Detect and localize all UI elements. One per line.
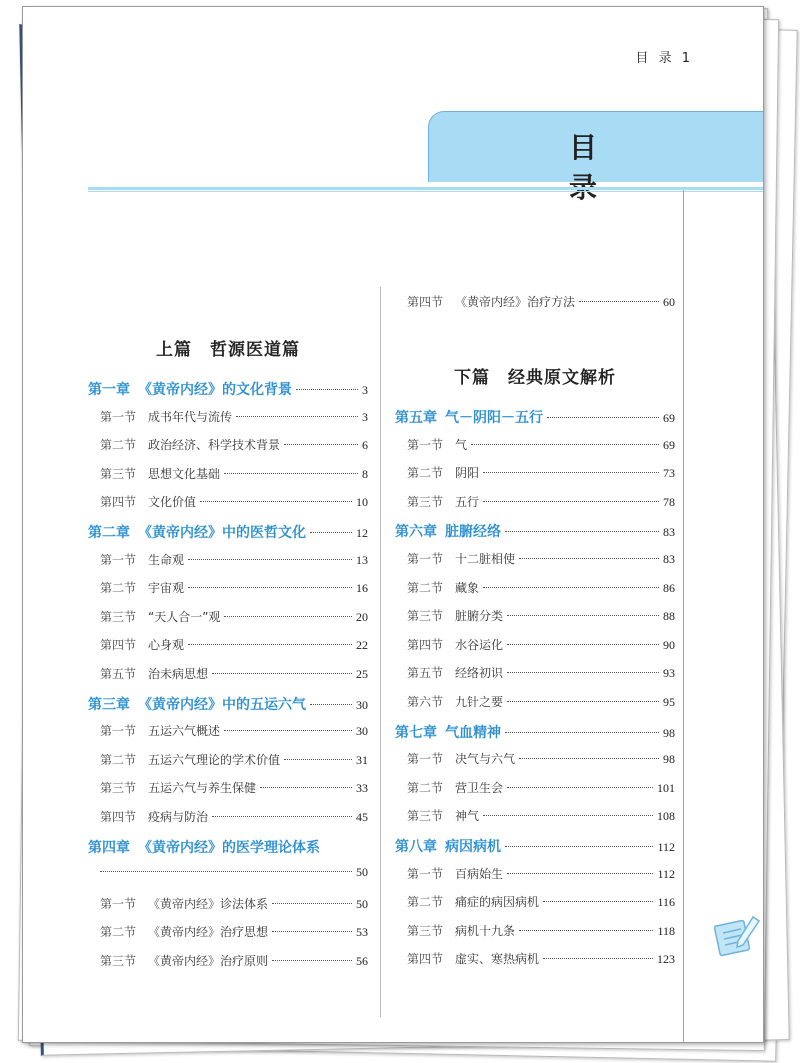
toc-entry-label xyxy=(407,750,515,767)
toc-section-row[interactable] xyxy=(88,665,368,682)
toc-chapter-row[interactable] xyxy=(88,379,368,399)
dot-leader xyxy=(507,873,653,874)
dot-leader xyxy=(224,730,352,731)
dot-leader xyxy=(507,672,659,673)
toc-chapter-row[interactable] xyxy=(395,722,675,742)
section-name: 五行 xyxy=(455,494,480,509)
toc-entry-label xyxy=(100,493,196,510)
toc-section-row[interactable] xyxy=(88,779,368,796)
dot-leader xyxy=(519,930,653,931)
toc-section-row[interactable] xyxy=(395,293,675,310)
toc-section-row[interactable] xyxy=(88,579,368,596)
toc-chapter-row[interactable] xyxy=(395,407,675,427)
section-number: 第二节 xyxy=(100,438,137,453)
page-number: 12 xyxy=(356,526,368,540)
page-number: 10 xyxy=(356,495,368,510)
section-name: 政治经济、科学技术背景 xyxy=(148,438,281,453)
toc-section-row[interactable] xyxy=(88,895,368,912)
section-name: 思想文化基础 xyxy=(148,466,221,481)
page-number: 116 xyxy=(657,895,675,910)
toc-section-row[interactable] xyxy=(395,693,675,710)
chapter-name: 《黄帝内经》中的医哲文化 xyxy=(138,525,306,541)
page-number: 20 xyxy=(356,609,368,624)
section-name: 《黄帝内经》诊法体系 xyxy=(148,896,269,911)
section-number: 第二节 xyxy=(407,895,444,910)
page-number: 45 xyxy=(356,810,368,824)
section-name: 百病始生 xyxy=(455,866,504,881)
dot-leader xyxy=(212,816,352,817)
toc-entry-label xyxy=(100,808,208,825)
page-number: 50 xyxy=(356,864,368,879)
dot-leader xyxy=(284,759,352,760)
chapter-name: 脏腑经络 xyxy=(445,524,501,541)
page-number: 3 xyxy=(362,409,368,424)
toc-entry-label xyxy=(407,779,503,796)
toc-chapter-row[interactable] xyxy=(88,837,368,857)
toc-section-row[interactable] xyxy=(395,436,675,453)
section-number: 第一节 xyxy=(100,409,137,424)
toc-section-row[interactable] xyxy=(88,751,368,768)
dot-leader xyxy=(200,501,352,502)
title-rule xyxy=(88,187,763,190)
chapter-name: 气血精神 xyxy=(445,724,501,741)
section-name: 脏腑分类 xyxy=(455,609,504,624)
dot-leader xyxy=(188,587,352,588)
section-number: 第五节 xyxy=(407,666,444,681)
page-number: 53 xyxy=(356,925,368,940)
toc-section-row[interactable] xyxy=(88,952,368,969)
dot-leader xyxy=(296,389,358,390)
section-name: 决气与六气 xyxy=(455,752,516,767)
section-number: 第三节 xyxy=(407,609,444,624)
section-number: 第二节 xyxy=(407,780,444,795)
dot-leader xyxy=(188,559,352,560)
toc-entry-label xyxy=(395,722,501,742)
dot-leader xyxy=(272,931,352,932)
page-number: 31 xyxy=(356,752,368,767)
page-number: 22 xyxy=(356,638,368,653)
section-name: 营卫生会 xyxy=(455,780,504,795)
toc-chapter-row[interactable] xyxy=(395,836,675,856)
section-number: 第三节 xyxy=(100,466,137,481)
chapter-name: 气－阴阳－五行 xyxy=(445,410,543,426)
chapter-name: 《黄帝内经》的文化背景 xyxy=(138,382,292,398)
toc-entry-label xyxy=(407,865,503,882)
dot-leader xyxy=(236,416,358,417)
chapter-number: 第六章 xyxy=(395,524,437,541)
toc-section-row[interactable] xyxy=(88,636,368,653)
toc-entry-label xyxy=(407,664,503,681)
dot-leader xyxy=(547,417,659,418)
section-name: 治未病思想 xyxy=(148,667,209,681)
section-number: 第一节 xyxy=(407,552,444,566)
chapter-number: 第四章 xyxy=(88,839,130,856)
section-name: 水谷运化 xyxy=(455,637,504,652)
toc-entry-label xyxy=(407,893,539,910)
toc-entry-label xyxy=(100,779,256,796)
toc-section-row[interactable] xyxy=(88,493,368,510)
section-number: 第一节 xyxy=(407,752,444,767)
part-title-lower: 下篇 经典原文解析 xyxy=(454,368,616,388)
toc-entry-label xyxy=(100,952,268,969)
dot-leader xyxy=(310,532,352,533)
toc-section-row[interactable] xyxy=(395,807,675,824)
toc-entry-label xyxy=(100,923,268,940)
toc-section-row[interactable] xyxy=(395,865,675,882)
toc-entry-label xyxy=(395,836,501,856)
toc-page xyxy=(22,6,764,1043)
section-name: 五运六气概述 xyxy=(148,724,221,739)
chapter-name: 病因病机 xyxy=(445,839,501,855)
dot-leader xyxy=(579,301,659,302)
page-number: 16 xyxy=(356,581,368,596)
section-name: 九针之要 xyxy=(455,695,504,709)
page-number: 78 xyxy=(663,494,675,509)
toc-section-row[interactable] xyxy=(395,493,675,510)
section-name: “天人合一”观 xyxy=(148,609,221,624)
section-number: 第三节 xyxy=(407,809,444,824)
toc-entry-label xyxy=(407,464,479,481)
dot-leader xyxy=(272,903,352,904)
dot-leader xyxy=(188,644,352,645)
section-name: 心身观 xyxy=(148,638,185,653)
section-name: 文化价值 xyxy=(148,495,197,510)
toc-entry-label xyxy=(100,436,280,453)
toc-entry-label xyxy=(100,665,208,682)
page-number: 101 xyxy=(657,780,675,795)
page-number: 60 xyxy=(663,295,675,309)
toc-entry-label xyxy=(407,807,479,824)
section-name: 十二脏相使 xyxy=(455,552,516,566)
dot-leader xyxy=(310,704,352,705)
dot-leader xyxy=(505,846,653,847)
toc-section-row[interactable] xyxy=(88,465,368,482)
page-number: 118 xyxy=(657,923,675,938)
section-number: 第四节 xyxy=(407,637,444,652)
dot-leader xyxy=(507,787,653,788)
title-tab xyxy=(428,111,764,182)
page-number: 50 xyxy=(356,896,368,911)
dot-leader xyxy=(505,531,659,532)
page-number: 6 xyxy=(362,438,368,453)
section-name: 《黄帝内经》治疗方法 xyxy=(455,295,576,309)
toc-section-row[interactable] xyxy=(395,664,675,681)
section-number: 第四节 xyxy=(100,638,137,653)
chapter-name: 《黄帝内经》的医学理论体系 xyxy=(138,839,320,856)
toc-section-row[interactable] xyxy=(88,923,368,940)
toc-entry-label xyxy=(407,550,515,567)
page-number: 88 xyxy=(663,609,675,624)
toc-section-row[interactable] xyxy=(88,808,368,825)
toc-section-row[interactable] xyxy=(395,607,675,624)
section-name: 虚实、寒热病机 xyxy=(455,952,540,967)
section-number: 第一节 xyxy=(407,437,444,452)
section-number: 第二节 xyxy=(100,925,137,940)
section-name: 痛症的病因病机 xyxy=(455,895,540,910)
toc-section-row[interactable] xyxy=(395,636,675,653)
dot-leader xyxy=(505,732,659,733)
dot-leader xyxy=(519,758,659,759)
section-name: 神气 xyxy=(455,809,480,824)
section-number: 第三节 xyxy=(407,923,444,938)
chapter-number: 第七章 xyxy=(395,724,437,741)
toc-entry-label xyxy=(100,551,184,568)
dot-leader xyxy=(543,901,653,902)
page-number: 123 xyxy=(657,952,675,967)
section-name: 五运六气与养生保健 xyxy=(148,781,257,796)
chapter-number: 第三章 xyxy=(88,696,130,713)
section-number: 第三节 xyxy=(407,494,444,509)
toc-entry-label xyxy=(100,465,220,482)
margin-line xyxy=(683,190,684,1043)
section-number: 第一节 xyxy=(407,866,444,881)
section-number: 第二节 xyxy=(407,580,444,595)
section-name: 《黄帝内经》治疗思想 xyxy=(148,925,269,940)
section-name: 生命观 xyxy=(148,552,185,567)
section-number: 第二节 xyxy=(100,581,137,596)
toc-entry-label xyxy=(100,895,268,912)
page-number: 30 xyxy=(356,697,368,712)
toc-chapter-row[interactable] xyxy=(88,522,368,542)
section-number: 第四节 xyxy=(407,952,444,967)
page-number: 25 xyxy=(356,667,368,681)
dot-leader xyxy=(483,587,659,588)
toc-chapter-row[interactable] xyxy=(88,694,368,714)
toc-entry-label xyxy=(407,950,539,967)
page-title: 目 xyxy=(569,131,646,164)
page-number: 83 xyxy=(663,525,675,540)
dot-leader xyxy=(284,444,358,445)
section-name: 病机十九条 xyxy=(455,923,516,938)
toc-section-row[interactable] xyxy=(395,779,675,796)
toc-section-row[interactable] xyxy=(395,950,675,967)
page-number: 95 xyxy=(663,695,675,709)
notepad-pencil-icon xyxy=(713,913,761,957)
dot-leader xyxy=(483,501,659,502)
toc-section-row[interactable] xyxy=(395,550,675,567)
dot-leader xyxy=(272,960,352,961)
toc-entry-label xyxy=(407,493,479,510)
page-number: 69 xyxy=(663,411,675,425)
section-number: 第二节 xyxy=(407,466,444,481)
chapter-number: 第八章 xyxy=(395,839,437,855)
section-name: 藏象 xyxy=(455,580,480,595)
toc-section-row[interactable] xyxy=(88,722,368,739)
section-number: 第二节 xyxy=(100,752,137,767)
dot-leader xyxy=(519,558,659,559)
section-name: 疫病与防治 xyxy=(148,810,209,824)
toc-entry-label xyxy=(100,608,220,625)
title-rule-thin xyxy=(88,191,763,192)
page-number: 86 xyxy=(663,580,675,595)
section-name: 气 xyxy=(455,437,468,452)
dot-leader xyxy=(507,701,659,702)
toc-entry-label xyxy=(100,636,184,653)
toc-entry-label xyxy=(100,722,220,739)
toc-entry-label xyxy=(407,922,515,939)
page-number: 33 xyxy=(356,781,368,796)
toc-section-row[interactable] xyxy=(88,408,368,425)
toc-section-row[interactable] xyxy=(395,893,675,910)
toc-section-row[interactable] xyxy=(88,608,368,625)
toc-entry-label xyxy=(407,693,503,710)
toc-entry-label xyxy=(88,379,292,399)
section-name: 宇宙观 xyxy=(148,581,185,596)
toc-entry-label xyxy=(88,694,306,714)
section-number: 第一节 xyxy=(100,552,137,567)
chapter-name: 《黄帝内经》中的五运六气 xyxy=(138,696,306,713)
chapter-number: 第一章 xyxy=(88,382,130,398)
column-divider xyxy=(380,287,381,1017)
section-number: 第四节 xyxy=(100,810,137,824)
dot-leader xyxy=(543,958,653,959)
page-number: 108 xyxy=(657,809,675,824)
page-number: 30 xyxy=(356,724,368,739)
toc-section-row[interactable] xyxy=(88,551,368,568)
page-number: 13 xyxy=(356,552,368,567)
toc-section-row[interactable] xyxy=(395,464,675,481)
page-number: 90 xyxy=(663,637,675,652)
dot-leader xyxy=(224,473,358,474)
page-number: 83 xyxy=(663,552,675,566)
section-number: 第六节 xyxy=(407,695,444,709)
section-name: 五运六气理论的学术价值 xyxy=(148,752,281,767)
dot-leader xyxy=(212,673,352,674)
toc-section-row[interactable] xyxy=(88,436,368,453)
part-title-upper: 上篇 哲源医道篇 xyxy=(156,340,300,360)
dot-leader xyxy=(224,616,352,617)
page-number: 56 xyxy=(356,953,368,968)
toc-entry-label xyxy=(100,751,280,768)
section-number: 第三节 xyxy=(100,953,137,968)
section-number: 第四节 xyxy=(407,295,444,309)
page-number: 98 xyxy=(663,752,675,767)
dot-leader xyxy=(483,472,659,473)
toc-entry-label xyxy=(395,407,543,427)
dot-leader xyxy=(260,787,352,788)
dot-leader xyxy=(507,615,659,616)
section-name: 阴阳 xyxy=(455,466,480,481)
toc-chapter-row[interactable] xyxy=(395,521,675,541)
running-header: 目 录 1 xyxy=(635,51,693,66)
page-number: 69 xyxy=(663,437,675,452)
chapter-number: 第二章 xyxy=(88,525,130,541)
dot-leader xyxy=(507,644,659,645)
dot-leader xyxy=(483,815,653,816)
section-number: 第一节 xyxy=(100,724,137,739)
toc-section-row[interactable] xyxy=(395,922,675,939)
toc-entry-label xyxy=(100,579,184,596)
toc-entry-label xyxy=(407,636,503,653)
section-number: 第三节 xyxy=(100,781,137,796)
toc-entry-label xyxy=(407,436,467,453)
toc-section-row[interactable] xyxy=(395,579,675,596)
page-number: 112 xyxy=(657,866,675,881)
toc-leader-row xyxy=(88,865,368,880)
toc-entry-label xyxy=(395,521,501,541)
page-number: 93 xyxy=(663,666,675,681)
toc-entry-label xyxy=(407,579,479,596)
page-number: 8 xyxy=(362,466,368,481)
dot-leader xyxy=(100,871,352,872)
toc-section-row[interactable] xyxy=(395,750,675,767)
page-number: 73 xyxy=(663,466,675,481)
page-number: 3 xyxy=(362,383,368,397)
toc-entry-label xyxy=(407,607,503,624)
chapter-number: 第五章 xyxy=(395,410,437,426)
page-number: 112 xyxy=(657,840,675,854)
dot-leader xyxy=(471,444,659,445)
toc-entry-label xyxy=(407,293,575,310)
section-number: 第四节 xyxy=(100,495,137,510)
section-number: 第三节 xyxy=(100,609,137,624)
section-name: 经络初识 xyxy=(455,666,504,681)
section-number: 第五节 xyxy=(100,667,137,681)
section-name: 成书年代与流传 xyxy=(148,409,233,424)
section-number: 第一节 xyxy=(100,896,137,911)
page-number: 98 xyxy=(663,725,675,740)
toc-entry-label xyxy=(88,522,306,542)
section-name: 《黄帝内经》治疗原则 xyxy=(148,953,269,968)
toc-entry-label xyxy=(100,408,232,425)
